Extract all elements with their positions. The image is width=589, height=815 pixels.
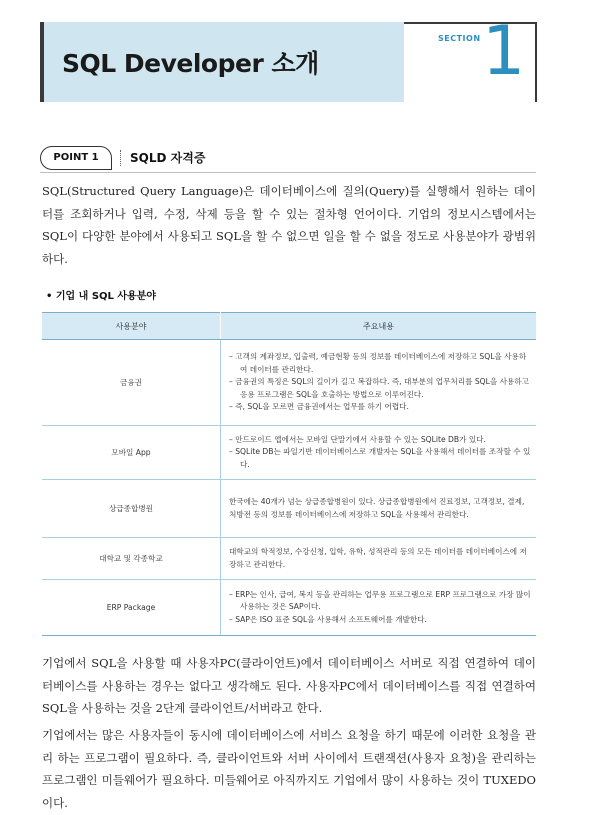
point-title: SQLD 자격증 [130,151,206,165]
table-row-field: 모바일 App [42,426,221,480]
table-row-content [221,538,537,580]
table-row-field: 상급종합병원 [42,480,221,538]
table-row-content [221,340,537,426]
page-title: SQL Developer 소개 [62,49,319,78]
table-row-field: 금융권 [42,340,221,426]
table-row-field: 대학교 및 각종학교 [42,538,221,580]
list-item: – 고객의 계좌정보, 입출력, 예금현황 등의 정보를 데이터베이스에 저장하고 SQL을 사용하여 데이터를 관리한다. [229,352,527,374]
table-header-field: 사용분야 [42,313,221,340]
cell-text: 대학교의 학적정보, 수강신청, 입학, 유학, 성적관리 등의 모든 데이터를 데이터베이스에 저장하고 관리한다. [229,546,527,569]
point-heading [40,144,536,173]
table-row-content [221,580,537,636]
point-tag: POINT 1 [40,146,112,170]
list-item: – SQLite DB는 파일기반 데이터베이스로 개발자는 SQL을 사용해서 데이터를 조작할 수 있다. [229,447,531,469]
client-server-paragraph: 기업에서 SQL을 사용할 때 사용자PC(클라이언트)에서 데이터베이스 서버로 직접 연결하여 데이터베이스를 사용하는 경우는 없다고 생각해도 된다. 사용자PC에서 데이터베이스를 직접 연결하여 SQL을 사용하는 것을 2단계 클라이언트/서버라고 한다. [42,656,536,716]
sql-usage-table [42,312,536,636]
point-separator [120,150,121,166]
list-item: – 즉, SQL을 모르면 금융권에서는 업무를 하기 어렵다. [229,402,409,412]
middleware-paragraph: 기업에서는 많은 사용자들이 동시에 데이터베이스에 서비스 요청을 하기 때문에 이러한 요청을 관리 하는 프로그램이 필요하다. 즉, 클라이언트와 서버 사이에서 트랜잭션(사용자 요청)을 관리하는 프로그램인 미들웨어가 필요하다. 미들웨어로 아직까지도 기업에서 많이 사용하는 것이 TUXEDO이다. [42,728,536,811]
table-row [42,340,536,426]
table-row-content [221,426,537,480]
table-row [42,538,536,580]
cell-text: 한국에는 40개가 넘는 상급종합병원이 있다. 상급종합병원에서 진료정보, 고객정보, 결제, 처방전 등의 정보를 데이터베이스에 저장하고 SQL을 사용해서 관리한다. [229,496,525,519]
table-row [42,580,536,636]
table-subheading: • 기업 내 SQL 사용분야 [46,291,157,302]
list-item: – SAP은 ISO 표준 SQL을 사용해서 소프트웨어를 개발한다. [229,614,427,624]
list-item: – 안드로이드 앱에서는 모바일 단말기에서 사용할 수 있는 SQLite DB가 있다. [229,434,486,444]
section-number: 1 [482,12,526,91]
list-item: – ERP는 인사, 급여, 복지 등을 관리하는 업무용 프로그램으로 ERP 프로그램으로 가장 많이 사용하는 것은 SAP이다. [229,589,531,612]
table-header-content: 주요내용 [221,313,537,340]
section-right-bar [535,22,537,102]
table-row [42,426,536,480]
list-item: – 금융권의 특징은 SQL의 길이가 길고 복잡하다. 즉, 대부분의 업무처리를 SQL을 사용하고 응용 프로그램은 SQL을 호출하는 방법으로 이루어진다. [229,377,529,399]
table-row-content [221,480,537,538]
table-row-field: ERP Package [42,580,221,636]
title-banner [44,22,404,102]
intro-paragraph: SQL(Structured Query Language)은 데이터베이스에 질의(Query)를 실행해서 원하는 데이터를 조회하거나 입력, 수정, 삭제 등을 할 수 있는 절차형 언어이다. 기업의 정보시스템에서는 SQL이 다양한 분야에서 사용되고 SQL을 할 수 없으면 일을 할 수 없을 정도로 사용분야가 광범위하다. [42,184,536,267]
table-row [42,480,536,538]
section-label: SECTION [438,34,481,43]
